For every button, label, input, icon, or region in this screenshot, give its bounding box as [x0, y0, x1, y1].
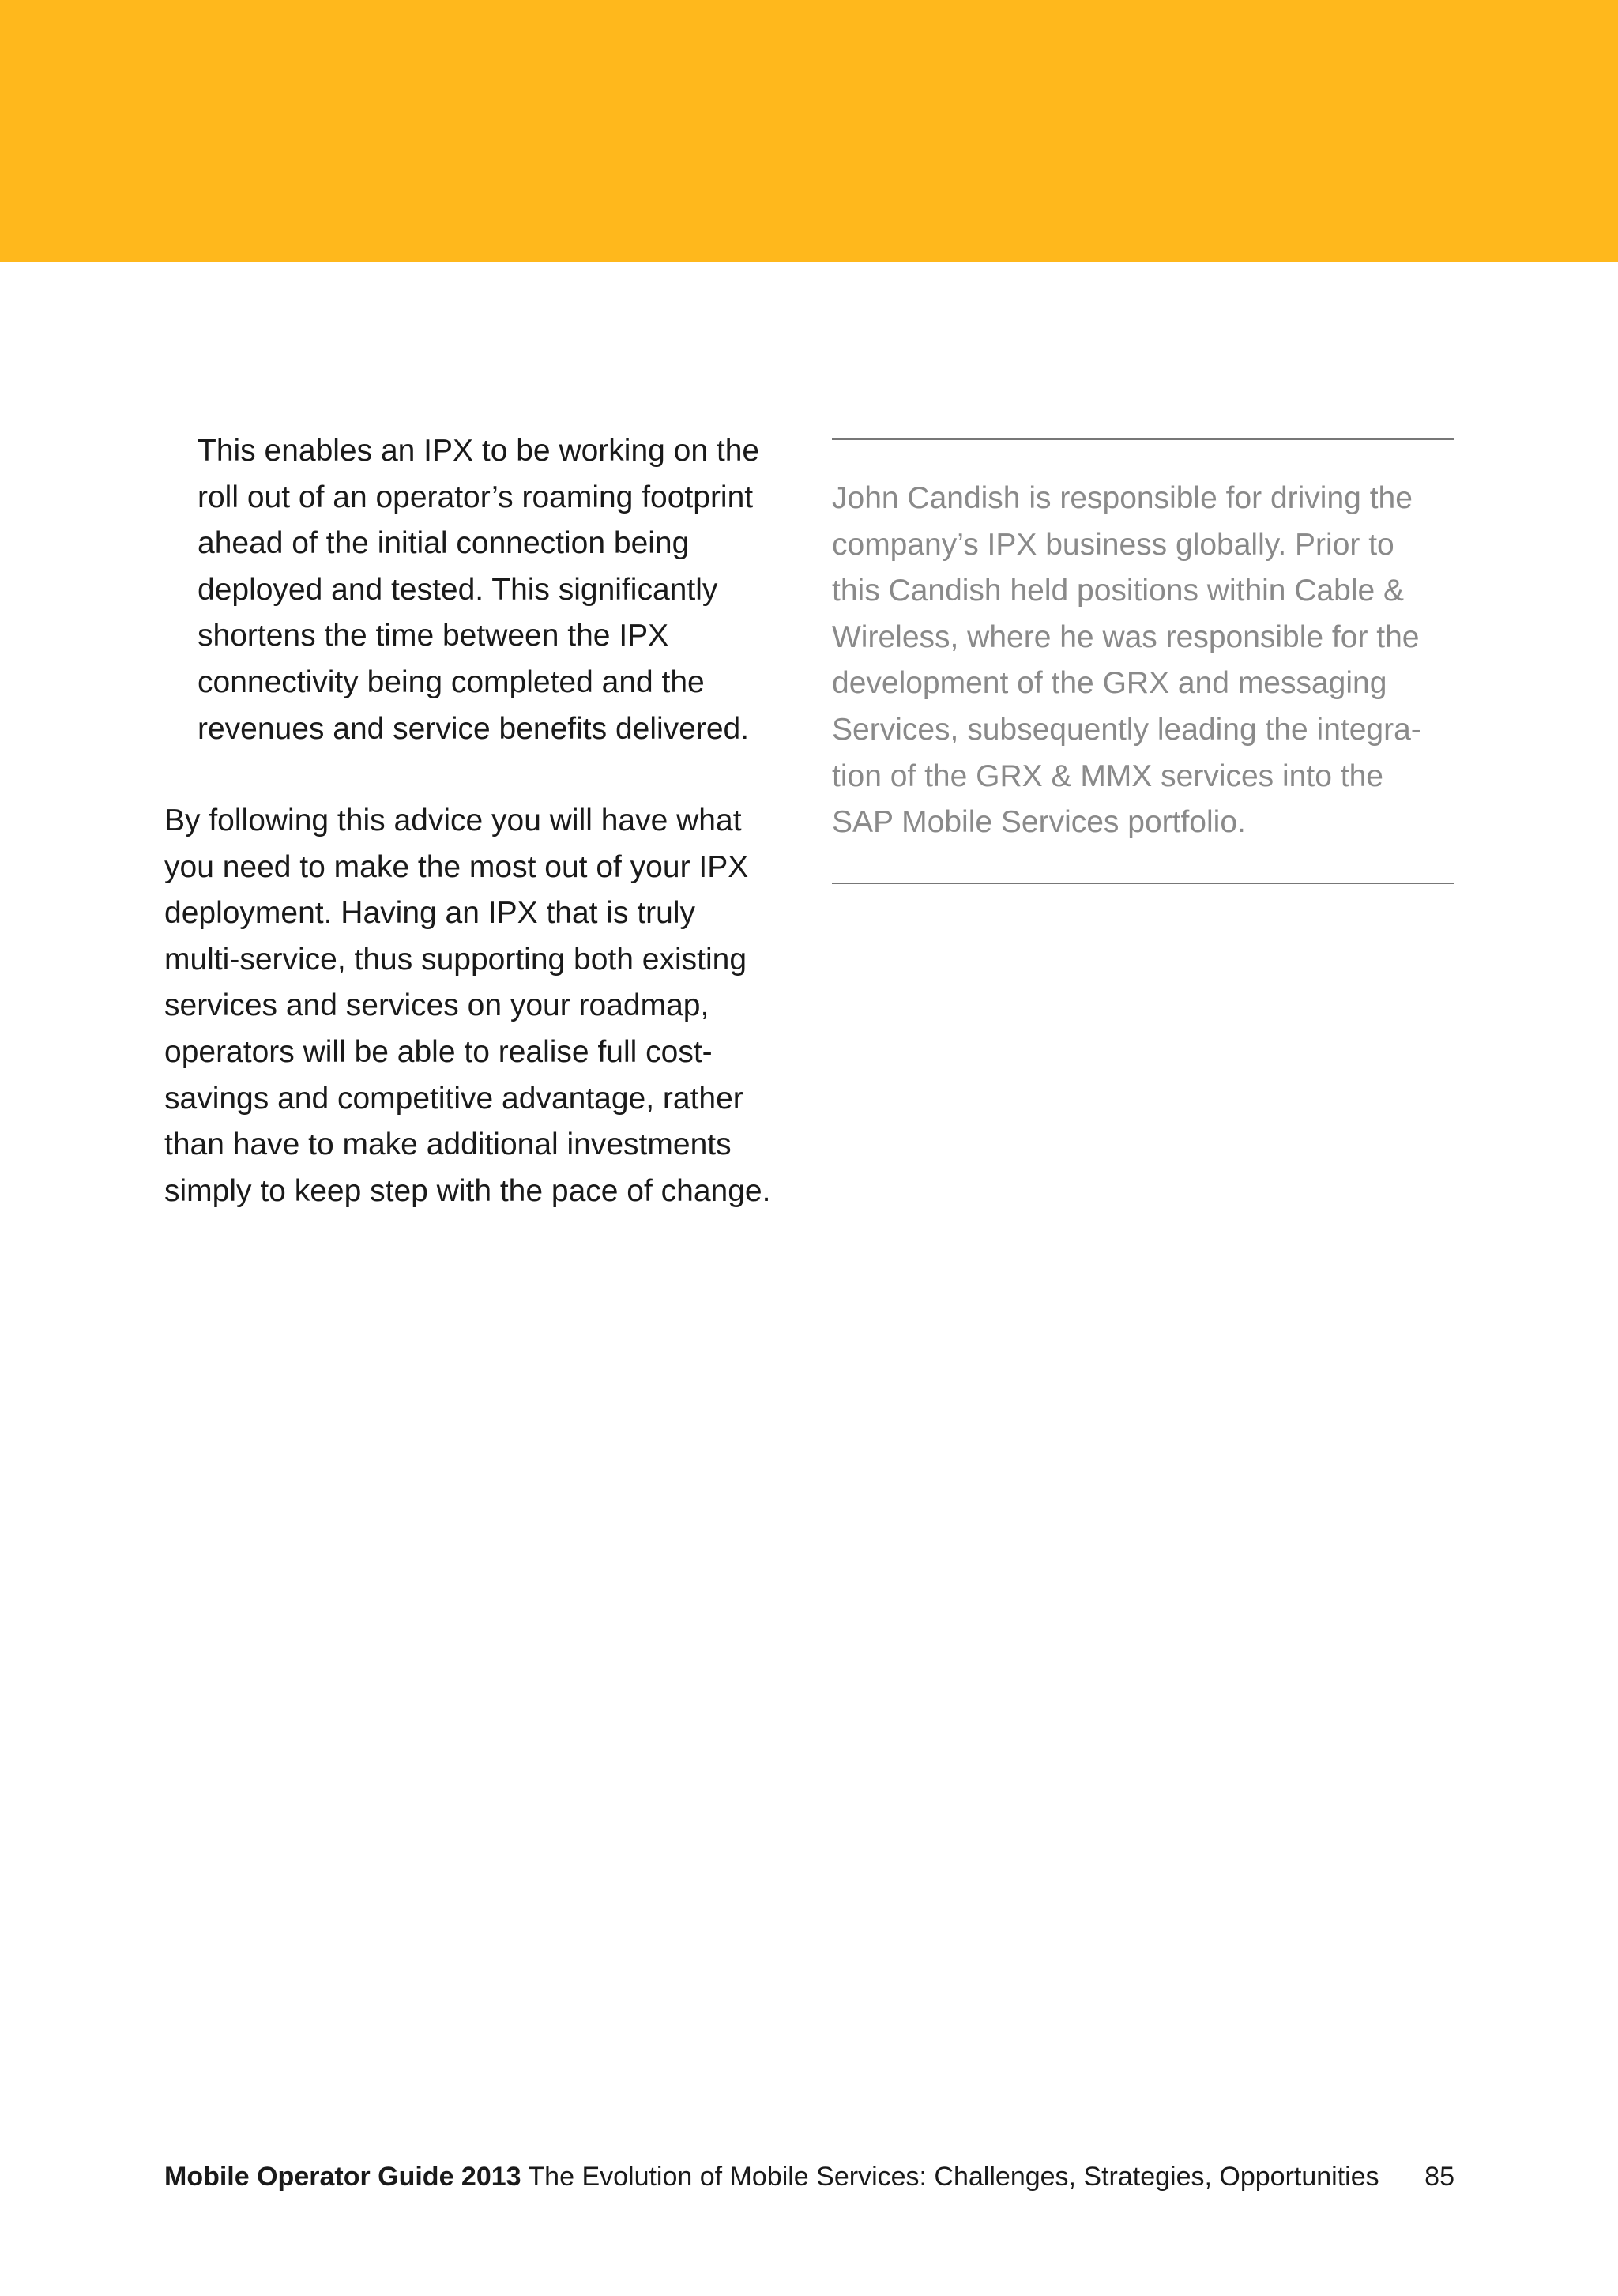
paragraph-line: ahead of the initial connection being [198, 526, 690, 561]
paragraph-line: than have to make additional investments [164, 1127, 732, 1162]
author-bio-box [832, 438, 1454, 884]
paragraph-line: revenues and service benefits delivered. [198, 711, 750, 746]
paragraph-line: deployment. Having an IPX that is truly [164, 896, 696, 931]
paragraph-line: multi-service, thus supporting both existing [164, 942, 747, 977]
paragraph-line: shortens the time between the IPX [198, 619, 669, 653]
bio-line: Services, subsequently leading the integra- [832, 712, 1421, 747]
paragraph-line: simply to keep step with the pace of change. [164, 1173, 771, 1208]
paragraph-line: you need to make the most out of your IPX [164, 849, 749, 884]
page-number: 85 [1424, 2162, 1454, 2192]
footer-subtitle: The Evolution of Mobile Services: Challenges, Strategies, Opportunities [528, 2162, 1379, 2192]
header-color-band [0, 0, 1618, 262]
paragraph-line: services and services on your roadmap, [164, 988, 709, 1023]
paragraph-line: connectivity being completed and the [198, 664, 705, 699]
body-paragraph-2 [164, 798, 770, 1214]
paragraph-line: This enables an IPX to be working on the [198, 434, 760, 468]
bio-line: company’s IPX business globally. Prior to [832, 527, 1394, 562]
paragraph-line: roll out of an operator’s roaming footprint [198, 480, 754, 514]
body-paragraph-1 [198, 428, 759, 752]
paragraph-line: operators will be able to realise full cost- [164, 1034, 713, 1069]
bio-line: tion of the GRX & MMX services into the [832, 758, 1383, 793]
paragraph-line: savings and competitive advantage, rather [164, 1081, 743, 1116]
paragraph-line: By following this advice you will have what [164, 804, 742, 837]
page-footer [164, 2157, 1454, 2196]
bio-line: this Candish held positions within Cable & [832, 574, 1405, 608]
bio-line: SAP Mobile Services portfolio. [832, 805, 1246, 840]
footer-publication-title: Mobile Operator Guide 2013 [164, 2162, 521, 2192]
bio-line: development of the GRX and messaging [832, 666, 1387, 701]
author-bio-text [832, 476, 1421, 846]
bio-line: Wireless, where he was responsible for the [832, 619, 1420, 654]
paragraph-line: deployed and tested. This significantly [198, 572, 718, 607]
bio-line: John Candish is responsible for driving the [832, 481, 1413, 515]
